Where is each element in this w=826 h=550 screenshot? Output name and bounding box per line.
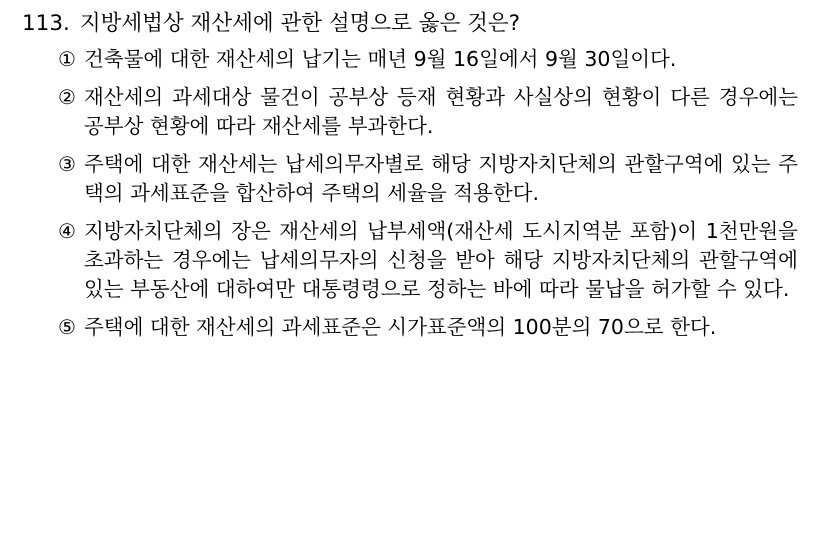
choice-marker-5: ⑤ [58, 315, 76, 340]
choice-marker-1: ① [58, 46, 76, 71]
choice-text-4: 지방자치단체의 장은 재산세의 납부세액(재산세 도시지역분 포함)이 1천만원을 초과하는 경우에는 납세의무자의 신청을 받아 해당 지방자치단체의 관할구역에 있는 부동산에 대하여만 대통령령으로 정하는 바에 따라 물납을 허가할 수 있다. [84, 219, 798, 302]
choice-option-3[interactable] [14, 150, 812, 208]
choice-option-1[interactable] [14, 45, 812, 74]
choice-list [14, 45, 812, 343]
question-number: 113. [22, 11, 70, 36]
choice-text-2: 재산세의 과세대상 물건이 공부상 등재 현황과 사실상의 현황이 다른 경우에는 공부상 현황에 따라 재산세를 부과한다. [84, 84, 798, 138]
choice-text-3: 주택에 대한 재산세는 납세의무자별로 해당 지방자치단체의 관할구역에 있는 주택의 과세표준을 합산하여 주택의 세율을 적용한다. [84, 151, 798, 206]
choice-marker-4: ④ [58, 219, 76, 244]
choice-text-1: 건축물에 대한 재산세의 납기는 매년 9월 16일에서 9월 30일이다. [84, 46, 677, 71]
question-text: 지방세법상 재산세에 관한 설명으로 옳은 것은? [79, 11, 521, 36]
choice-marker-3: ③ [58, 151, 76, 176]
choice-option-4[interactable] [14, 217, 812, 304]
choice-marker-2: ② [58, 84, 76, 109]
choice-option-5[interactable] [14, 313, 812, 342]
question-heading [14, 10, 812, 39]
choice-text-5: 주택에 대한 재산세의 과세표준은 시가표준액의 100분의 70으로 한다. [84, 315, 717, 340]
choice-option-2[interactable] [14, 83, 812, 141]
